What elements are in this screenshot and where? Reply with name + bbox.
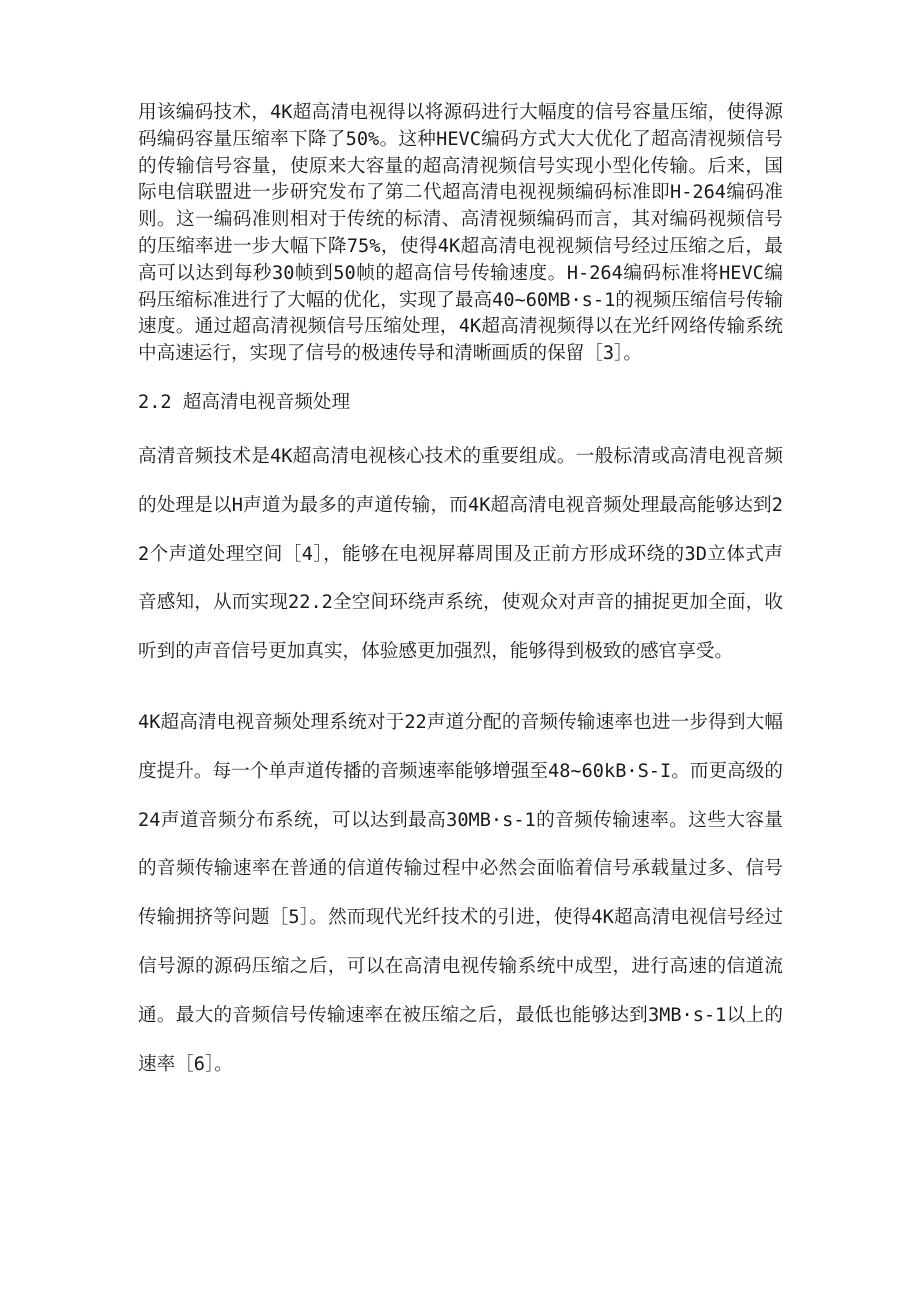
section-heading-audio: 2.2 超高清电视音频处理 bbox=[138, 391, 351, 413]
paragraph-audio-channels: 高清音频技术是4K超高清电视核心技术的重要组成。一般标清或高清电视音频的处理是以H声道为最多的声道传输，而4K超高清电视音频处理最高能够达到22个声道处理空间［4］，能够在电视屏幕周围及正前方形成环绕的3D立体式声音感知，从而实现22.2全空间环绕声系统，使观众对声音的捕捉更加全面，收听到的声音信号更加真实，体验感更加强烈，能够得到极致的感官享受。 bbox=[138, 445, 783, 663]
paragraph-video-compression: 用该编码技术，4K超高清电视得以将源码进行大幅度的信号容量压缩，使得源码编码容量压缩率下降了50%。这种HEVC编码方式大大优化了超高清视频信号的传输信号容量，使原来大容量的超高清视频信号实现小型化传输。后来，国际电信联盟进一步研究发布了第二代超高清电视视频编码标准即H-264编码准则。这一编码准则相对于传统的标清、高清视频编码而言，其对编码视频信号的压缩率进一步大幅下降75%，使得4K超高清电视视频信号经过压缩之后，最高可以达到每秒30帧到50帧的超高信号传输速度。H-264编码标准将HEVC编码压缩标准进行了大幅的优化，实现了最高40~60MB·s-1的视频压缩信号传输速度。通过超高清视频信号压缩处理，4K超高清视频得以在光纤网络传输系统中高速运行，实现了信号的极速传导和清晰画质的保留［3］。 bbox=[138, 102, 783, 365]
document-page bbox=[138, 100, 783, 1089]
paragraph-audio-rate: 4K超高清电视音频处理系统对于22声道分配的音频传输速率也进一步得到大幅度提升。每一个单声道传播的音频速率能够增强至48~60kB·S-I。而更高级的24声道音频分布系统，可以达到最高30MB·s-1的音频传输速率。这些大容量的音频传输速率在普通的信道传输过程中必然会面临着信号承载量过多、信号传输拥挤等问题［5］。然而现代光纤技术的引进，使得4K超高清电视信号经过信号源的源码压缩之后，可以在高清电视传输系统中成型，进行高速的信道流通。最大的音频信号传输速率在被压缩之后，最低也能够达到3MB·s-1以上的速率［6］。 bbox=[138, 711, 783, 1075]
